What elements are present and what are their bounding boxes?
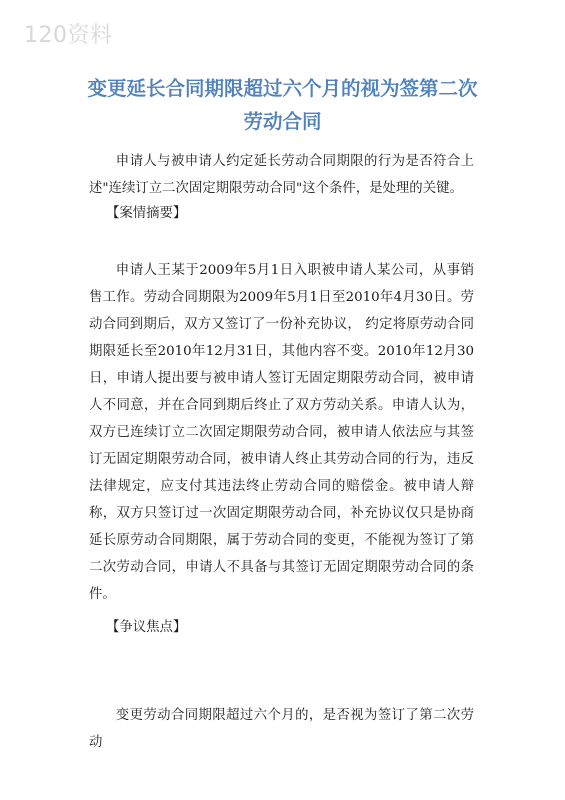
dispute-heading: 【争议焦点】 (106, 620, 187, 635)
intro-paragraph: 申请人与被申请人约定延长劳动合同期限的行为是否符合上述"连续订立二次固定期限劳动合同"这个条件，是处理的关键。 (89, 154, 474, 196)
watermark-logo: 120资料 (24, 23, 113, 48)
document-title: 变更延长合同期限超过六个月的视为签第二次劳动合同 (87, 77, 478, 133)
dispute-paragraph: 变更劳动合同期限超过六个月的，是否视为签订了第二次劳动 (89, 708, 474, 750)
case-summary-heading: 【案情摘要】 (106, 206, 187, 221)
case-summary-paragraph: 申请人王某于2009年5月1日入职被申请人某公司，从事销售工作。劳动合同期限为2009年5月1日至2010年4月30日。劳动合同到期后，双方又签订了一份补充协议， 约定将原劳动合同期限延长至2010年12月31日，其他内容不变。2010年12月30日，申请人提出要与被申请人签订无固定期限劳动合同，被申请人不同意，并在合同到期后终止了双方劳动关系。申请人认为，双方已连续订立二次固定期限劳动合同，被申请人依法应与其签订无固定期限劳动合同，被申请人终止其劳动合同的行为，违反法律规定，应支付其违法终止劳动合同的赔偿金。被申请人辩称，双方只签订过一次固定期限劳动合同，补充协议仅只是协商延长原劳动合同期限，属于劳动合同的变更，不能视为签订了第二次劳动合同，申请人不具备与其签订无固定期限劳动合同的条件。 (89, 263, 474, 602)
